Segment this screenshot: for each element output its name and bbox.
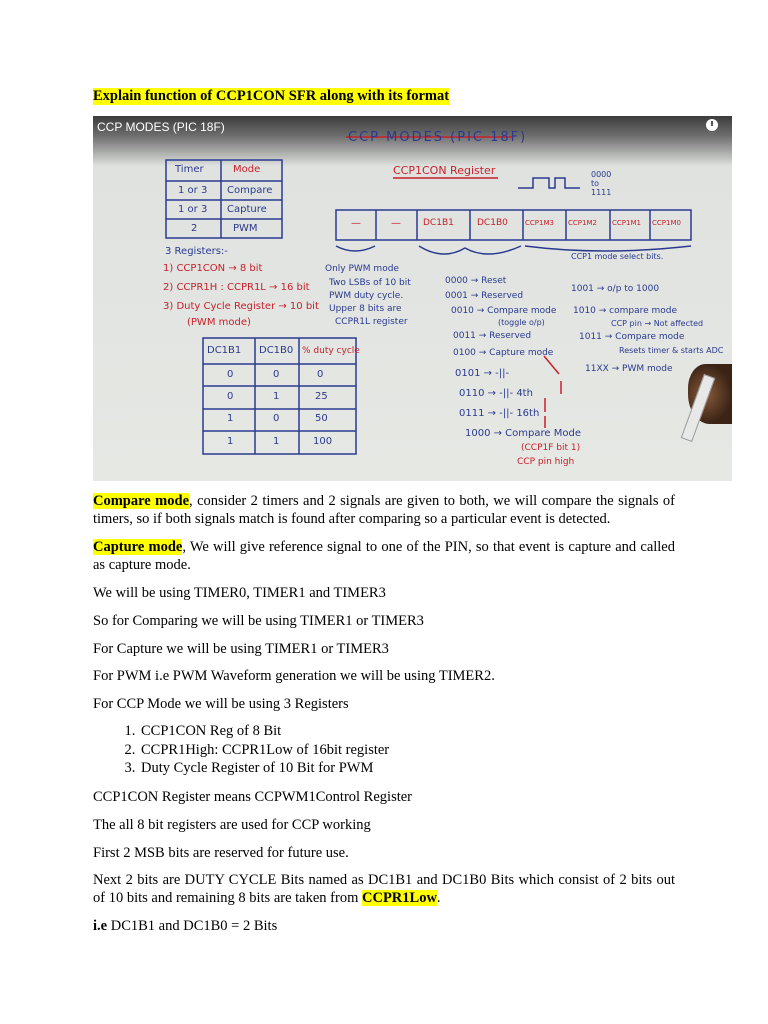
- mode-line: 1010 → compare mode: [573, 306, 678, 316]
- mode-line: 0110 → -||- 4th: [459, 388, 533, 399]
- duty-cell: 0: [227, 391, 234, 402]
- note-line: Upper 8 bits are: [329, 304, 402, 314]
- timer-cell: 1 or 3: [178, 204, 208, 215]
- mode-line: Resets timer & starts ADC: [619, 346, 724, 355]
- register-bit: CCP1M1: [612, 219, 641, 227]
- mode-line: 1000 → Compare Mode: [465, 428, 581, 439]
- text-line: First 2 MSB bits are reserved for future use.: [93, 845, 349, 861]
- compare-mode-text: , consider 2 timers and 2 signals are given to both, we will compare the signals of timers, so if both signals match is found after comparing so a particular event is detected.: [93, 493, 675, 527]
- text-line: For Capture we will be using TIMER1 or TIMER3: [93, 641, 389, 657]
- video-frame[interactable]: [93, 116, 732, 481]
- text-line: CCP1CON Register means CCPWM1Control Register: [93, 789, 412, 805]
- mode-line: 0011 → Reserved: [453, 331, 532, 341]
- mode-line: CCP pin high: [517, 457, 575, 467]
- duty-cell: 0: [273, 413, 280, 424]
- register-bit: —: [391, 218, 401, 229]
- mode-line: (CCP1F bit 1): [521, 443, 581, 453]
- mode-line: 0010 → Compare mode: [451, 306, 557, 316]
- duty-cell: 0: [317, 369, 324, 380]
- compare-mode-label: Compare mode: [93, 493, 190, 509]
- timer-cell: Compare: [227, 185, 273, 196]
- mode-line: 0100 → Capture mode: [453, 348, 554, 358]
- register-bit: —: [351, 218, 361, 229]
- list-item: 2. CCPR1High: CCPR1Low of 16bit register: [139, 741, 389, 760]
- register-bit: CCP1M3: [525, 219, 554, 227]
- note-line: CCPR1L register: [335, 317, 408, 327]
- duty-cycle-end: .: [436, 890, 441, 906]
- duty-cell: 0: [227, 369, 234, 380]
- ccpr1low-highlight: CCPR1Low: [362, 890, 437, 906]
- duty-cell: 0: [273, 369, 280, 380]
- timer-header-0: Timer: [175, 164, 204, 175]
- duty-cell: 1: [273, 391, 280, 402]
- ie-label: i.e: [93, 918, 108, 934]
- mode-line: 1001 → o/p to 1000: [571, 284, 660, 294]
- duty-cell: 100: [313, 436, 333, 447]
- timer-cell: 1 or 3: [178, 185, 208, 196]
- text-line: So for Comparing we will be using TIMER1 or TIMER3: [93, 613, 424, 629]
- mode-line: 0001 → Reserved: [445, 291, 524, 301]
- mode-line: 0000 → Reset: [445, 276, 507, 286]
- capture-mode-label: Capture mode: [93, 539, 183, 555]
- registers-title: 3 Registers:-: [165, 246, 228, 257]
- register-item: 1) CCP1CON → 8 bit: [163, 263, 263, 274]
- duty-cell: 50: [315, 413, 328, 424]
- board-subtitle: CCP1CON Register: [393, 164, 496, 177]
- register-item: 3) Duty Cycle Register → 10 bit: [163, 301, 319, 312]
- board-title: CCP MODES (PIC 18F): [348, 130, 528, 145]
- last-line: [93, 917, 675, 935]
- register-item: 2) CCPR1H : CCPR1L → 16 bit: [163, 282, 310, 293]
- mode-line: CCP pin → Not affected: [611, 319, 704, 328]
- duty-cycle-text: Next 2 bits are DUTY CYCLE Bits named as DC1B1 and DC1B0 Bits which consist of 2 bits out of 10 bits and remaining 8 bits are taken from: [93, 872, 675, 906]
- compare-mode-paragraph: [93, 492, 675, 528]
- register-list: [93, 722, 389, 778]
- duty-header: DC1B1: [207, 345, 242, 356]
- mode-line: (toggle o/p): [498, 318, 545, 327]
- timer-cell: PWM: [233, 223, 258, 234]
- timer-cell: 2: [191, 223, 198, 234]
- capture-mode-paragraph: [93, 538, 675, 574]
- duty-cell: 1: [227, 413, 234, 424]
- duty-cell: 25: [315, 391, 328, 402]
- note-line: PWM duty cycle.: [329, 291, 404, 301]
- timer-header-1: Mode: [233, 164, 261, 175]
- duty-cell: 1: [227, 436, 234, 447]
- mode-select-label: CCP1 mode select bits.: [571, 252, 664, 261]
- duty-cell: 1: [273, 436, 280, 447]
- timer-cell: Capture: [227, 204, 267, 215]
- note-line: Two LSBs of 10 bit: [329, 278, 411, 288]
- list-item: 3. Duty Cycle Register of 10 Bit for PWM: [139, 759, 389, 778]
- register-item: (PWM mode): [187, 317, 251, 328]
- text-line: The all 8 bit registers are used for CCP working: [93, 817, 371, 833]
- mode-line: 1011 → Compare mode: [579, 332, 685, 342]
- register-bit: CCP1M0: [652, 219, 681, 227]
- register-bit: DC1B0: [477, 218, 508, 228]
- video-title: CCP MODES (PIC 18F): [97, 120, 225, 134]
- page-title: Explain function of CCP1CON SFR along with its format: [93, 88, 450, 104]
- duty-header: DC1B0: [259, 345, 294, 356]
- duty-cycle-paragraph: [93, 871, 675, 907]
- mode-line: 11XX → PWM mode: [585, 364, 673, 374]
- mode-line: 0111 → -||- 16th: [459, 408, 540, 419]
- register-bit: CCP1M2: [568, 219, 597, 227]
- register-bit: DC1B1: [423, 218, 454, 228]
- text-line: For CCP Mode we will be using 3 Registers: [93, 696, 349, 712]
- mode-line: 0101 → -||-: [455, 368, 510, 379]
- duty-header: % duty cycle: [302, 346, 360, 356]
- list-item: 1. CCP1CON Reg of 8 Bit: [139, 722, 389, 741]
- text-line: For PWM i.e PWM Waveform generation we will be using TIMER2.: [93, 668, 495, 684]
- wave-label: 0000 to 1111: [591, 170, 612, 197]
- capture-mode-text: , We will give reference signal to one of the PIN, so that event is capture and called as capture mode.: [93, 539, 675, 573]
- note-line: Only PWM mode: [325, 264, 399, 274]
- last-line-text: DC1B1 and DC1B0 = 2 Bits: [107, 918, 278, 934]
- text-line: We will be using TIMER0, TIMER1 and TIMER3: [93, 585, 386, 601]
